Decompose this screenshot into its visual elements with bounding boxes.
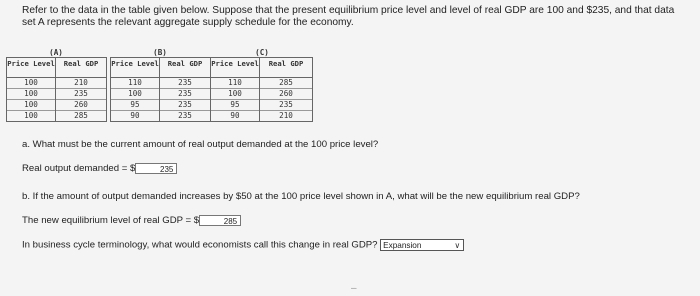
table-cell: 285 <box>260 78 312 89</box>
table-cell: 285 <box>74 111 88 120</box>
table-label: (B) <box>153 48 167 57</box>
column-header: Real GDP <box>260 58 312 78</box>
column-header: Real GDP <box>160 58 210 78</box>
table-cell: 100 <box>211 89 259 100</box>
table-cell: 100 <box>7 78 55 89</box>
column-header: Real GDP <box>56 58 106 78</box>
answer-b-value: 285 <box>223 217 238 226</box>
table-cell: 110 <box>111 78 159 89</box>
table-cell: 95 <box>211 100 259 111</box>
table-cell: 260 <box>56 100 106 111</box>
table-cell: 235 <box>260 100 312 111</box>
table-cell: 100 <box>111 89 159 100</box>
table-cell: 210 <box>56 78 106 89</box>
table-cell: 235 <box>56 89 106 100</box>
table-cell: 235 <box>160 100 210 111</box>
table-cell: 90 <box>230 111 240 120</box>
answer-b-prompt: The new equilibrium level of real GDP = $ <box>22 215 200 227</box>
intro-paragraph: Refer to the data in the table given below. Suppose that the present equilibrium price level and level of real GDP are 100 and $235, and that data set A represents the relevant aggregate supply schedule for the economy. <box>22 5 675 28</box>
table-cell: 235 <box>178 111 192 120</box>
question-b: b. If the amount of output demanded increases by $50 at the 100 price level shown in A, what will be the new equilibrium real GDP? <box>22 191 580 202</box>
cycle-term-select[interactable] <box>380 239 464 251</box>
cycle-term-selected: Expansion <box>383 241 422 250</box>
table-cell: 100 <box>7 100 55 111</box>
real-output-demanded-input[interactable] <box>135 163 177 174</box>
answer-b-row <box>22 215 241 227</box>
table-cell: 210 <box>279 111 293 120</box>
question-a: a. What must be the current amount of real output demanded at the 100 price level? <box>22 139 379 150</box>
answer-a-row <box>22 163 177 175</box>
table-cell: 90 <box>130 111 140 120</box>
table-cell: 260 <box>260 89 312 100</box>
table-cell: 235 <box>160 89 210 100</box>
table-label: (C) <box>255 48 269 57</box>
table-cell: 100 <box>24 111 38 120</box>
question-c-row <box>22 239 464 252</box>
table-label: (A) <box>49 48 63 57</box>
column-header: Price Level <box>7 58 55 78</box>
new-equilibrium-gdp-input[interactable] <box>199 215 241 226</box>
table-cell: 100 <box>7 89 55 100</box>
answer-a-prompt: Real output demanded = $ <box>22 163 136 175</box>
table-cell: 95 <box>111 100 159 111</box>
column-header: Price Level <box>211 58 259 78</box>
question-c-text: In business cycle terminology, what would economists call this change in real GDP? <box>22 239 378 251</box>
table-cell: 110 <box>211 78 259 89</box>
caret-icon: – <box>351 283 357 294</box>
answer-a-value: 235 <box>160 165 174 174</box>
table-cell: 235 <box>160 78 210 89</box>
column-header: Price Level <box>111 58 159 78</box>
chevron-down-icon: ∨ <box>454 241 461 250</box>
